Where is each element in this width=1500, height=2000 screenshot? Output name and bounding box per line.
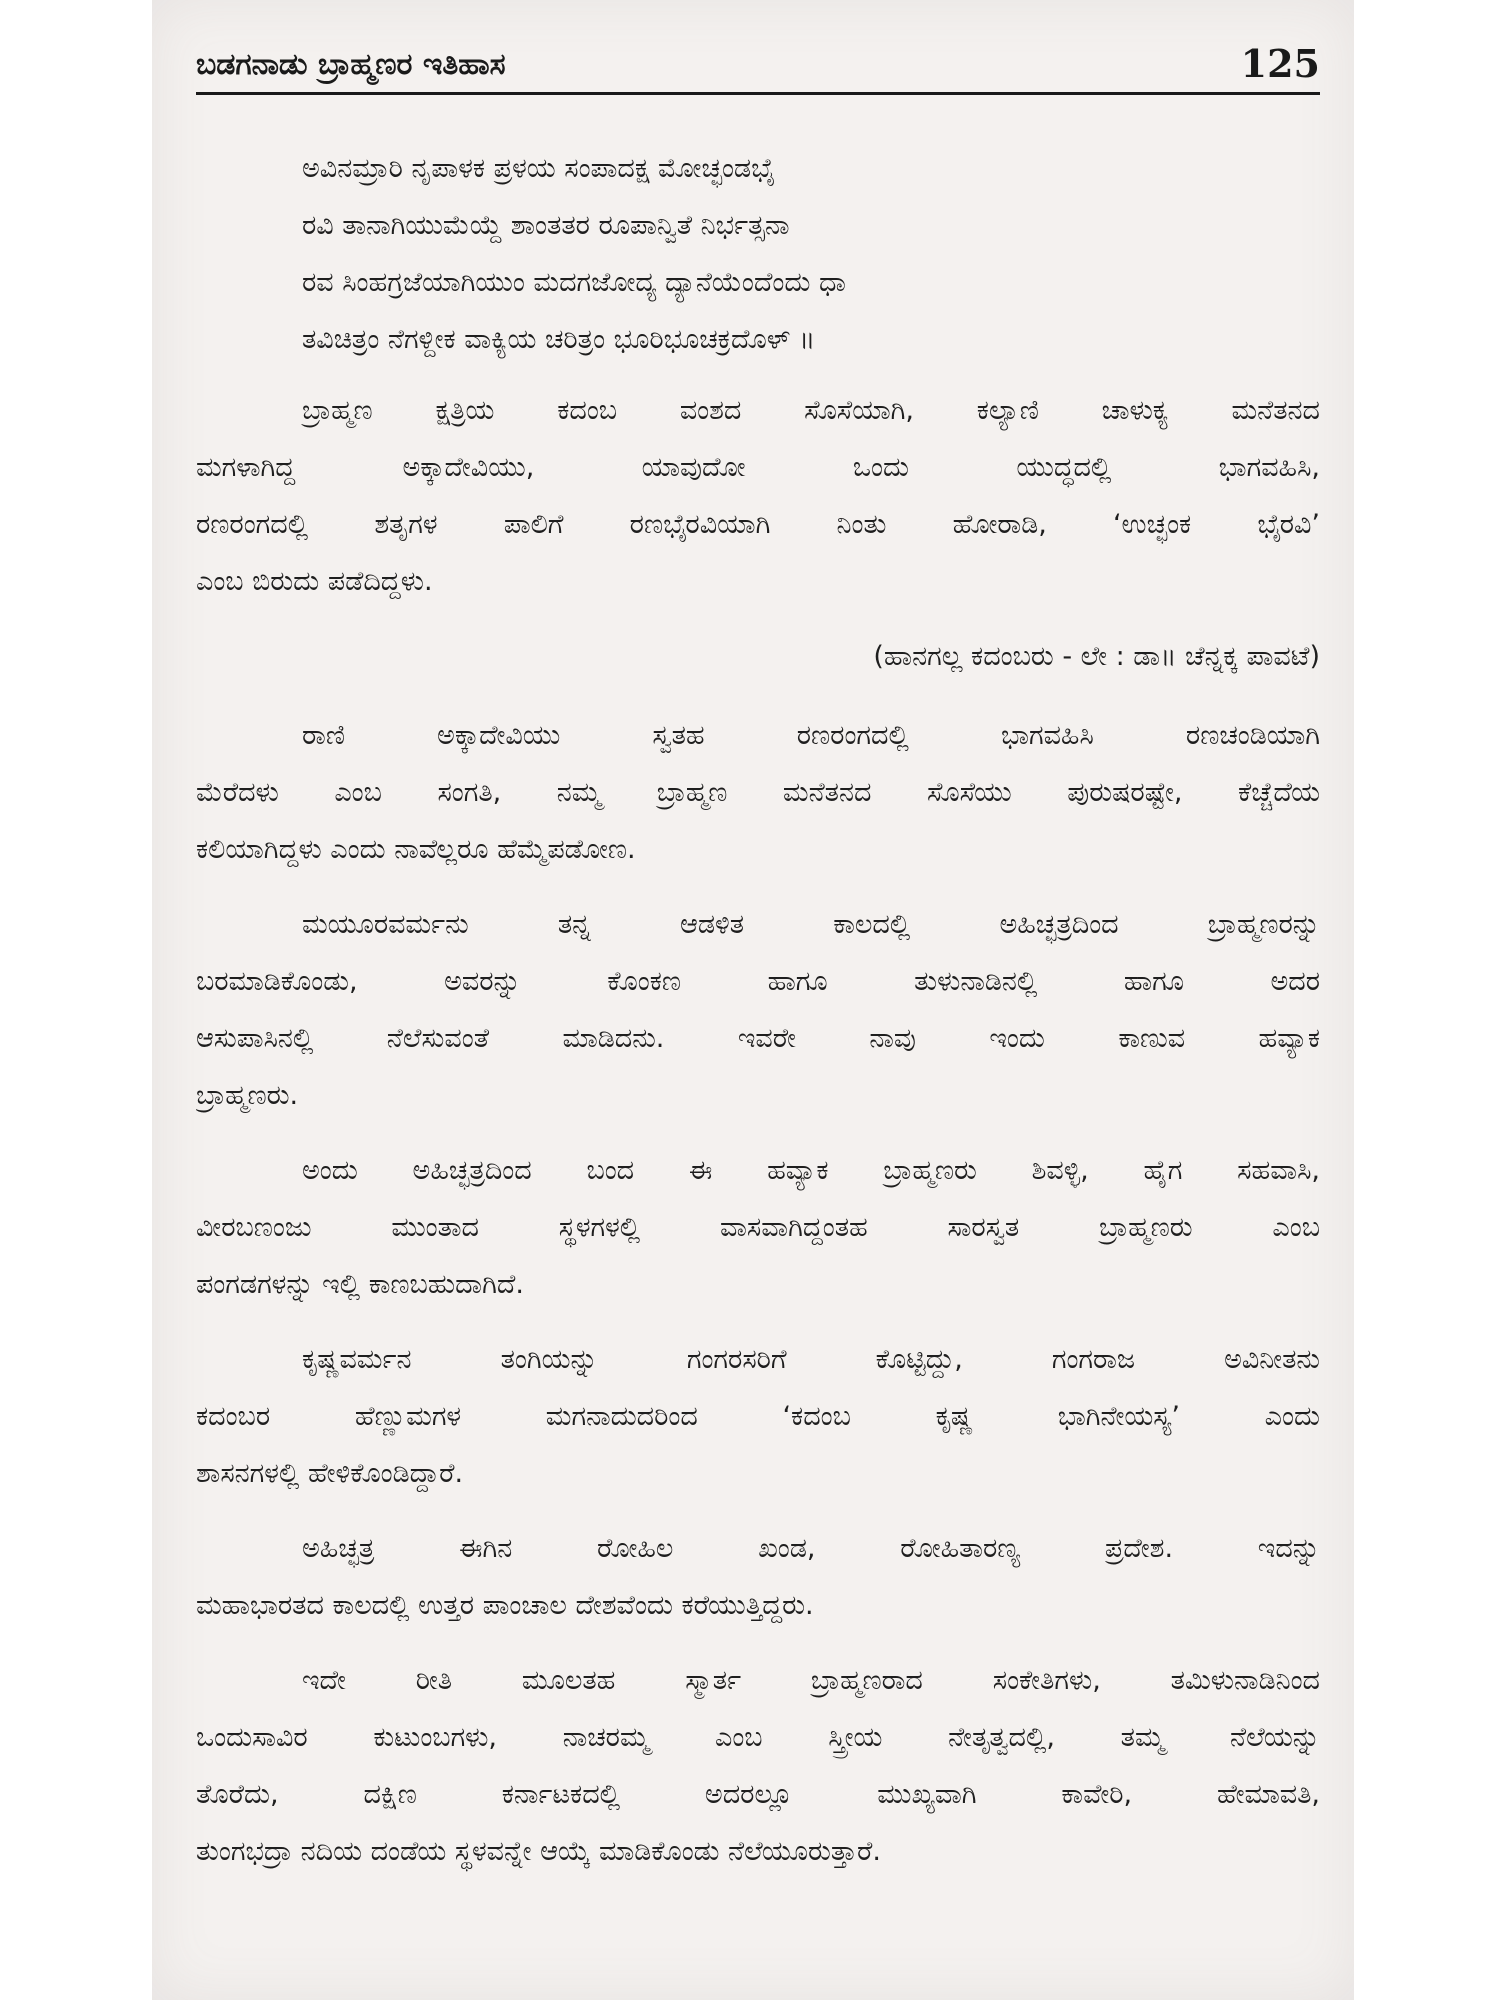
text-line: ಕದಂಬರ ಹೆಣ್ಣುಮಗಳ ಮಗನಾದುದರಿಂದ ‘ಕದಂಬ ಕೃಷ್ಣ ಭಾಗಿನೇಯಸ್ಯ’ ಎಂದು	[196, 1401, 1320, 1432]
paragraph-7	[196, 1652, 1320, 1880]
text-line: ತುಂಗಭದ್ರಾ ನದಿಯ ದಂಡೆಯ ಸ್ಥಳವನ್ನೇ ಆಯ್ಕೆ ಮಾಡಿಕೊಂಡು ನೆಲೆಯೂರುತ್ತಾರೆ.	[196, 1836, 881, 1867]
page-number: 125	[1240, 41, 1320, 86]
text-line: ಪಂಗಡಗಳನ್ನು ಇಲ್ಲಿ ಕಾಣಬಹುದಾಗಿದೆ.	[196, 1269, 524, 1300]
text-line: ವೀರಬಣಂಜು ಮುಂತಾದ ಸ್ಥಳಗಳಲ್ಲಿ ವಾಸವಾಗಿದ್ದಂತಹ ಸಾರಸ್ವತ ಬ್ರಾಹ್ಮಣರು ಎಂಬ	[196, 1212, 1320, 1243]
verse-line: ಅವಿನಮ್ರಾರಿ ನೃಪಾಳಕ ಪ್ರಳಯ ಸಂಪಾದಕ್ಷ ಮೋಚ್ಛಂಡಭೈ	[302, 153, 776, 184]
text-line: ಎಂಬ ಬಿರುದು ಪಡೆದಿದ್ದಳು.	[196, 566, 433, 597]
text-line: ಬರಮಾಡಿಕೊಂಡು, ಅವರನ್ನು ಕೊಂಕಣ ಹಾಗೂ ತುಳುನಾಡಿನಲ್ಲಿ ಹಾಗೂ ಅದರ	[196, 966, 1320, 997]
text-line: ರಣರಂಗದಲ್ಲಿ ಶತೃಗಳ ಪಾಲಿಗೆ ರಣಭೈರವಿಯಾಗಿ ನಿಂತು ಹೋರಾಡಿ, ‘ಉಚ್ಛಂಕ ಭೈರವಿ’	[196, 509, 1320, 540]
running-title: ಬಡಗನಾಡು ಬ್ರಾಹ್ಮಣರ ಇತಿಹಾಸ	[196, 47, 506, 82]
verse-block	[196, 140, 1320, 368]
text-line: ಬ್ರಾಹ್ಮಣ ಕ್ಷತ್ರಿಯ ಕದಂಬ ವಂಶದ ಸೊಸೆಯಾಗಿ, ಕಲ್ಯಾಣಿ ಚಾಳುಕ್ಯ ಮನೆತನದ	[302, 395, 1320, 426]
paragraph-2	[196, 707, 1320, 878]
text-line: ಕಲಿಯಾಗಿದ್ದಳು ಎಂದು ನಾವೆಲ್ಲರೂ ಹೆಮ್ಮೆಪಡೋಣ.	[196, 834, 636, 865]
text-line: ರಾಣಿ ಅಕ್ಕಾದೇವಿಯು ಸ್ವತಹ ರಣರಂಗದಲ್ಲಿ ಭಾಗವಹಿಸಿ ರಣಚಂಡಿಯಾಗಿ	[302, 720, 1320, 751]
text-line: ಇದೇ ರೀತಿ ಮೂಲತಹ ಸ್ಮಾರ್ತ ಬ್ರಾಹ್ಮಣರಾದ ಸಂಕೇತಿಗಳು, ತಮಿಳುನಾಡಿನಿಂದ	[302, 1665, 1320, 1696]
verse-line: ರವಿ ತಾನಾಗಿಯುಮೆಯ್ದೆ ಶಾಂತತರ ರೂಪಾನ್ವಿತೆ ನಿರ್ಭತ್ಸನಾ	[302, 210, 790, 241]
paragraph-3	[196, 896, 1320, 1124]
text-line: ಮಹಾಭಾರತದ ಕಾಲದಲ್ಲಿ ಉತ್ತರ ಪಾಂಚಾಲ ದೇಶವೆಂದು ಕರೆಯುತ್ತಿದ್ದರು.	[196, 1590, 814, 1621]
verse-line: ರವ ಸಿಂಹಗ್ರಜೆಯಾಗಿಯುಂ ಮದಗಜೋದ್ಯ ದ್ಯಾನೆಯೆಂದೆಂದು ಧಾ	[302, 267, 846, 298]
paragraph-6	[196, 1520, 1320, 1634]
text-line: ಅಹಿಚ್ಛತ್ರ ಈಗಿನ ರೋಹಿಲ ಖಂಡ, ರೋಹಿತಾರಣ್ಯ ಪ್ರದೇಶ. ಇದನ್ನು	[302, 1533, 1320, 1564]
text-line: ಆಸುಪಾಸಿನಲ್ಲಿ ನೆಲೆಸುವಂತೆ ಮಾಡಿದನು. ಇವರೇ ನಾವು ಇಂದು ಕಾಣುವ ಹವ್ಯಾಕ	[196, 1023, 1320, 1054]
paragraph-1	[196, 382, 1320, 610]
text-line: ಅಂದು ಅಹಿಚ್ಛತ್ರದಿಂದ ಬಂದ ಈ ಹವ್ಯಾಕ ಬ್ರಾಹ್ಮಣರು ಶಿವಳ್ಳಿ, ಹೈಗ ಸಹವಾಸಿ,	[302, 1155, 1320, 1186]
text-line: ತೊರೆದು, ದಕ್ಷಿಣ ಕರ್ನಾಟಕದಲ್ಲಿ ಅದರಲ್ಲೂ ಮುಖ್ಯವಾಗಿ ಕಾವೇರಿ, ಹೇಮಾವತಿ,	[196, 1779, 1320, 1810]
page-header	[196, 26, 1320, 95]
verse-line: ತವಿಚಿತ್ರಂ ನೆಗಳ್ದೀಕ ವಾಕ್ಯಿಯ ಚರಿತ್ರಂ ಭೂರಿಭೂಚಕ್ರದೊಳ್ ॥	[302, 324, 816, 355]
paragraph-4	[196, 1142, 1320, 1313]
paragraph-5	[196, 1331, 1320, 1502]
text-line: ಬ್ರಾಹ್ಮಣರು.	[196, 1080, 299, 1111]
text-line: ಮಯೂರವರ್ಮನು ತನ್ನ ಆಡಳಿತ ಕಾಲದಲ್ಲಿ ಅಹಿಚ್ಛತ್ರದಿಂದ ಬ್ರಾಹ್ಮಣರನ್ನು	[302, 909, 1320, 940]
text-line: ಕೃಷ್ಣವರ್ಮನ ತಂಗಿಯನ್ನು ಗಂಗರಸರಿಗೆ ಕೊಟ್ಟಿದ್ದು, ಗಂಗರಾಜ ಅವಿನೀತನು	[302, 1344, 1320, 1375]
text-line: ಮಗಳಾಗಿದ್ದ ಅಕ್ಕಾದೇವಿಯು, ಯಾವುದೋ ಒಂದು ಯುದ್ಧದಲ್ಲಿ ಭಾಗವಹಿಸಿ,	[196, 452, 1320, 483]
text-line: ಒಂದುಸಾವಿರ ಕುಟುಂಬಗಳು, ನಾಚರಮ್ಮ ಎಂಬ ಸ್ತ್ರೀಯ ನೇತೃತ್ವದಲ್ಲಿ, ತಮ್ಮ ನೆಲೆಯನ್ನು	[196, 1722, 1320, 1753]
citation	[196, 628, 1320, 685]
text-line: ಮೆರೆದಳು ಎಂಬ ಸಂಗತಿ, ನಮ್ಮ ಬ್ರಾಹ್ಮಣ ಮನೆತನದ ಸೊಸೆಯು ಪುರುಷರಷ್ಟೇ, ಕೆಚ್ಚೆದೆಯ	[196, 777, 1320, 808]
body-text	[196, 140, 1320, 1898]
citation-text: (ಹಾನಗಲ್ಲ ಕದಂಬರು - ಲೇ : ಡಾ॥ ಚೆನ್ನಕ್ಕ ಪಾವಟೆ)	[873, 641, 1320, 672]
text-line: ಶಾಸನಗಳಲ್ಲಿ ಹೇಳಿಕೊಂಡಿದ್ದಾರೆ.	[196, 1458, 464, 1489]
